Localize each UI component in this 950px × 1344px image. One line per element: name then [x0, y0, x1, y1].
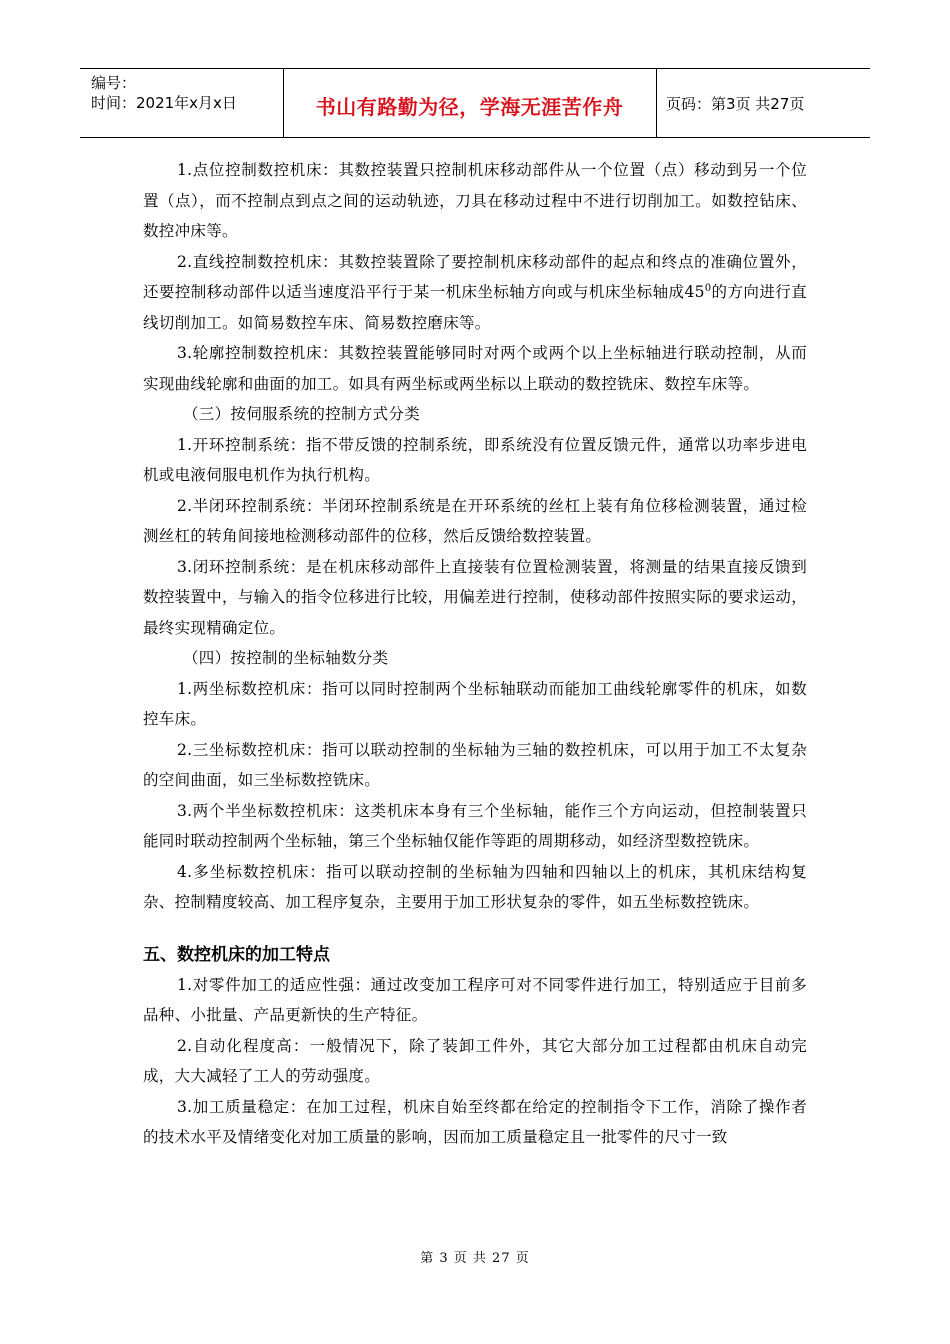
paragraph: 3.轮廓控制数控机床：其数控装置能够同时对两个或两个以上坐标轴进行联动控制，从而实现曲线轮廓和曲面的加工。如具有两坐标或两坐标以上联动的数控铣床、数控车床等。	[143, 344, 807, 393]
subsection-title: （四）按控制的坐标轴数分类	[183, 649, 389, 667]
paragraph	[143, 247, 807, 339]
degree-superscript: 0	[704, 282, 712, 294]
paragraph: 1.两坐标数控机床：指可以同时控制两个坐标轴联动而能加工曲线轮廓零件的机床，如数控车床。	[143, 679, 807, 728]
document-number-label: 编号：	[91, 74, 137, 92]
page-footer: 第 3 页 共 27 页	[420, 1251, 530, 1266]
paragraph: 1.点位控制数控机床：其数控装置只控制机床移动部件从一个位置（点）移动到另一个位置（点），而不控制点到点之间的运动轨迹，刀具在移动过程中不进行切削加工。如数控钻床、数控冲床等。	[143, 161, 807, 240]
document-date: 时间：2021年x月x日	[91, 94, 237, 112]
section-heading: 五、数控机床的加工特点	[143, 944, 330, 965]
paragraph: 4.多坐标数控机床：指可以联动控制的坐标轴为四轴和四轴以上的机床，其机床结构复杂、控制精度较高、加工程序复杂，主要用于加工形状复杂的零件，如五坐标数控铣床。	[143, 862, 807, 911]
paragraph: 3.两个半坐标数控机床：这类机床本身有三个坐标轴，能作三个方向运动，但控制装置只能同时联动控制两个坐标轴，第三个坐标轴仅能作等距的周期移动，如经济型数控铣床。	[143, 801, 807, 850]
page-header	[80, 68, 870, 138]
paragraph: 2.自动化程度高：一般情况下，除了装卸工件外，其它大部分加工过程都由机床自动完成，大大减轻了工人的劳动强度。	[143, 1036, 807, 1085]
header-meta	[91, 73, 237, 113]
paragraph-text: 的方向进行直线切削加工。如简易数控车床、简易数控磨床等。	[143, 283, 807, 332]
paragraph: 1.开环控制系统：指不带反馈的控制系统，即系统没有位置反馈元件，通常以功率步进电机或电液伺服电机作为执行机构。	[143, 435, 807, 484]
paragraph: 1.对零件加工的适应性强：通过改变加工程序可对不同零件进行加工，特别适应于目前多品种、小批量、产品更新快的生产特征。	[143, 975, 807, 1024]
paragraph-text: 2.直线控制数控机床：其数控装置除了要控制机床移动部件的起点和终点的准确位置外，还要控制移动部件以适当速度沿平行于某一机床坐标轴方向或与机床坐标轴成45	[143, 252, 807, 301]
paragraph: 2.三坐标数控机床：指可以联动控制的坐标轴为三轴的数控机床，可以用于加工不太复杂的空间曲面，如三坐标数控铣床。	[143, 740, 807, 789]
document-body	[143, 155, 807, 1153]
subsection-title: （三）按伺服系统的控制方式分类	[183, 405, 421, 423]
header-page-info: 页码：第3页 共27页	[666, 95, 805, 113]
paragraph: 3.加工质量稳定：在加工过程，机床自始至终都在给定的控制指令下工作，消除了操作者的技术水平及情绪变化对加工质量的影响，因而加工质量稳定且一批零件的尺寸一致	[143, 1097, 807, 1146]
paragraph: 3.闭环控制系统：是在机床移动部件上直接装有位置检测装置，将测量的结果直接反馈到数控装置中，与输入的指令位移进行比较，用偏差进行控制，使移动部件按照实际的要求运动，最终实现精确定位。	[143, 557, 807, 637]
header-motto: 书山有路勤为径，学海无涯苦作舟	[315, 95, 624, 119]
header-divider	[656, 69, 657, 137]
paragraph: 2.半闭环控制系统：半闭环控制系统是在开环系统的丝杠上装有角位移检测装置，通过检测丝杠的转角间接地检测移动部件的位移，然后反馈给数控装置。	[143, 496, 807, 545]
